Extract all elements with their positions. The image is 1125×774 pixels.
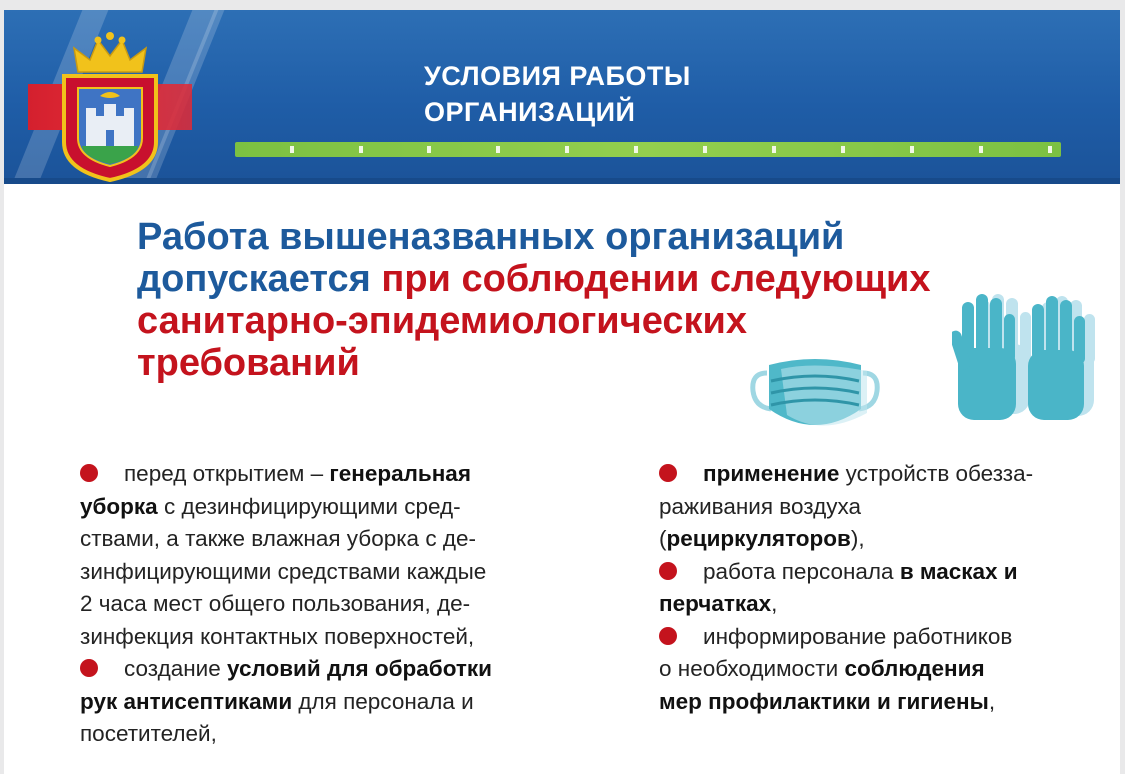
medical-mask-icon: [747, 355, 883, 437]
list-text: 2 часа мест общего пользования, де-: [80, 591, 471, 616]
left-requirements-list: [80, 458, 550, 751]
red-bullet-icon: [80, 464, 98, 482]
list-text: информирование работников: [703, 623, 1013, 649]
list-bold-text: соблюдения: [844, 656, 985, 681]
right-requirements-list: [659, 458, 1089, 718]
header-banner: [4, 10, 1120, 184]
list-text: (: [659, 526, 667, 551]
list-text: для персонала и: [292, 688, 474, 714]
bar-tick: [634, 146, 638, 153]
list-text: раживания воздуха: [659, 493, 861, 519]
bar-tick: [772, 146, 776, 153]
banner-title-line1: УСЛОВИЯ РАБОТЫ: [424, 61, 691, 91]
list-text: устройств обезза-: [839, 461, 1034, 486]
list-bold-text: перчатках: [659, 591, 772, 616]
bar-tick: [427, 146, 431, 153]
coat-of-arms-icon: [56, 30, 164, 182]
list-text: создание: [124, 656, 227, 681]
heading-red-part3: требований: [137, 342, 360, 384]
list-text: ,: [988, 688, 996, 714]
banner-shadow: [4, 178, 1120, 184]
banner-title-line2: ОРГАНИЗАЦИЙ: [424, 97, 636, 127]
list-text: ствами, а также влажная уборка с де-: [80, 526, 476, 551]
list-item: [659, 621, 1089, 719]
list-bold-text: применение: [703, 461, 840, 486]
list-text: о необходимости: [659, 656, 845, 681]
red-bullet-icon: [80, 659, 98, 677]
red-bullet-icon: [659, 562, 677, 580]
red-bullet-icon: [659, 464, 677, 482]
heading-line1: [137, 216, 987, 258]
list-item: [659, 556, 1089, 621]
list-text: ,: [771, 591, 778, 616]
decorative-progress-bar: [235, 142, 1061, 157]
list-text: посетителей,: [80, 721, 217, 746]
infographic-sheet: [4, 10, 1120, 774]
list-bold-text: условий для обработки: [227, 656, 493, 681]
bar-tick: [703, 146, 707, 153]
list-bold-text: уборка: [80, 493, 158, 519]
bar-tick: [910, 146, 914, 153]
list-text: зинфицирующими средствами каждые: [80, 558, 487, 584]
list-text: перед открытием –: [124, 461, 330, 486]
red-bullet-icon: [659, 627, 677, 645]
bar-tick: [359, 146, 363, 153]
list-text: ),: [850, 526, 865, 551]
list-bold-text: рециркуляторов: [666, 526, 851, 551]
list-text: зинфекция контактных поверхностей,: [80, 623, 475, 649]
list-bold-text: генеральная: [329, 461, 471, 486]
bar-tick: [979, 146, 983, 153]
heading-blue-part2: допускается: [137, 258, 371, 300]
bar-tick: [841, 146, 845, 153]
heading-blue-part1: Работа вышеназванных организаций: [137, 216, 845, 258]
list-bold-text: в масках и: [899, 558, 1018, 584]
bar-tick: [565, 146, 569, 153]
bar-tick: [1048, 146, 1052, 153]
heading-line2: [137, 258, 987, 300]
bar-tick: [496, 146, 500, 153]
bar-tick: [290, 146, 294, 153]
list-item: [80, 458, 550, 653]
heading-red-part2: санитарно-эпидемиологических: [137, 300, 747, 342]
list-text: работа персонала: [703, 558, 900, 584]
medical-gloves-icon: [952, 290, 1097, 426]
list-text: с дезинфицирующими сред-: [157, 493, 461, 519]
list-item: [80, 653, 550, 751]
list-bold-text: мер профилактики и гигиены: [659, 688, 989, 714]
heading-red-part1: при соблюдении следующих: [381, 258, 931, 300]
list-bold-text: рук антисептиками: [80, 688, 293, 714]
banner-title: [424, 58, 824, 130]
list-item: [659, 458, 1089, 556]
